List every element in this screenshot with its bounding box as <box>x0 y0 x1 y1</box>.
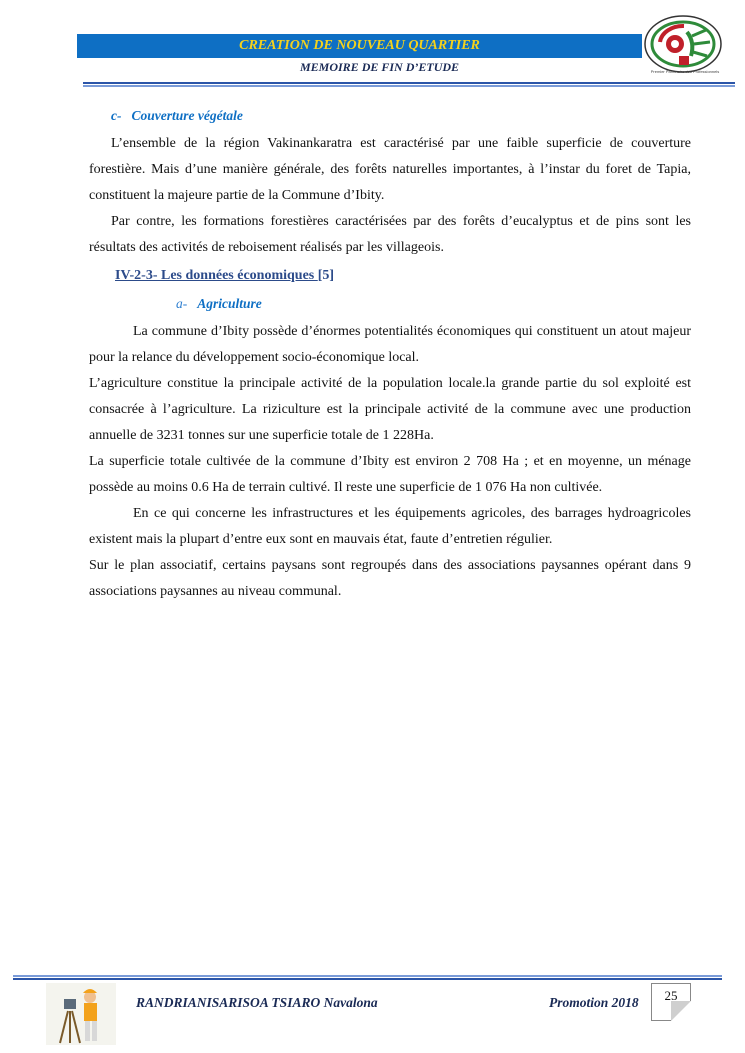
paragraph: La superficie totale cultivée de la commune d’Ibity est environ 2 708 Ha ; et en moyenne, un ménage possède au moins 0.6 Ha de terrain cultivé. Il reste une superficie de 1 076 Ha non cultivée. <box>89 454 691 495</box>
paragraph: Sur le plan associatif, certains paysans sont regroupés dans des associations paysannes opérant dans 9 associations paysannes au niveau communal. <box>89 558 691 599</box>
section-title: Couverture végétale <box>131 108 243 123</box>
section-label: a- <box>176 296 188 311</box>
subsection-heading-agriculture <box>176 296 262 312</box>
surveyor-illustration-icon <box>46 983 116 1045</box>
header-subtitle: MEMOIRE DE FIN D’ETUDE <box>300 60 460 74</box>
section-label: c- <box>111 108 122 123</box>
paragraph: La commune d’Ibity possède d’énormes potentialités économiques qui constituent un atout majeur pour la relance du développement socio-économique local. <box>89 324 691 365</box>
section-heading-vegetation <box>111 108 243 124</box>
footer-divider <box>13 975 722 980</box>
paragraph: L’agriculture constitue la principale activité de la population locale.la grande partie du sol exploité est consacrée à l’agriculture. La riziculture est la principale activité de la commune avec une production annuelle de 3231 tonnes sur une superficie totale de 1 228Ha. <box>89 376 691 443</box>
page-number-box <box>651 983 691 1021</box>
header-title: CREATION DE NOUVEAU QUARTIER <box>239 38 480 53</box>
logo-caption: Premier Partenaire des Professionnels <box>650 69 720 74</box>
header-divider <box>83 82 735 87</box>
section-title: IV-2-3- Les données économiques <box>115 268 318 283</box>
page-number: 25 <box>664 988 678 1003</box>
paragraph: Par contre, les formations forestières caractérisées par des forêts d’eucalyptus et de pins sont les résultats des activités de reboisement réalisés par les villageois. <box>89 214 691 255</box>
section-heading-economic-data <box>115 268 334 284</box>
section-title: Agriculture <box>197 296 262 311</box>
footer-author: RANDRIANISARISOA TSIARO Navalona <box>136 995 378 1010</box>
header-title-bar <box>77 34 642 58</box>
footer-promotion: Promotion 2018 <box>549 995 639 1010</box>
paragraph: L’ensemble de la région Vakinankaratra est caractérisé par une faible superficie de couverture forestière. Mais d’une manière générale, des forêts naturelles importantes, à l’instar du foret de Tapia, constituent la majeure partie de la Commune d’Ibity. <box>89 136 691 203</box>
reference-citation: [5] <box>317 268 335 283</box>
page-fold-icon <box>671 1001 691 1021</box>
paragraph: En ce qui concerne les infrastructures et les équipements agricoles, des barrages hydroagricoles existent mais la plupart d’entre eux sont en mauvais état, faute d’entretien régulier. <box>89 506 691 547</box>
